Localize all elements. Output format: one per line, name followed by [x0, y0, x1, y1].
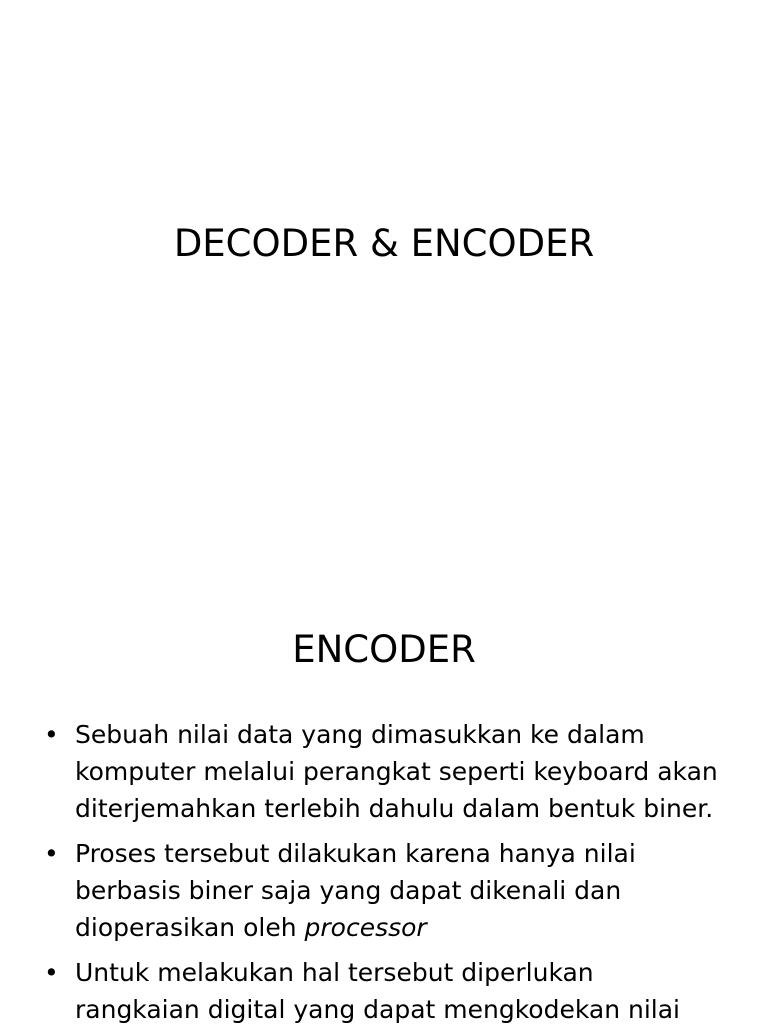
bullet-1-line-3: diterjemahkan terlebih dahulu dalam bentuk biner. [75, 794, 714, 823]
bullet-2-line-1: Proses tersebut dilakukan karena hanya nilai [75, 839, 636, 868]
bullet-dot-icon: • [44, 958, 59, 987]
bullet-2-line-3 [75, 909, 738, 946]
bullet-2-italic-term: processor [304, 913, 427, 942]
bullet-3-line-2: rangkaian digital yang dapat mengkodekan nilai [75, 995, 681, 1024]
bullet-dot-icon: • [44, 720, 59, 749]
bullet-list [0, 716, 768, 1024]
bullet-3-line-1: Untuk melakukan hal tersebut diperlukan [75, 958, 594, 987]
bullet-dot-icon: • [44, 839, 59, 868]
bullet-item-3 [0, 954, 768, 1024]
bullet-2-line-2: berbasis biner saja yang dapat dikenali dan [75, 876, 622, 905]
bullet-1-line-1: Sebuah nilai data yang dimasukkan ke dalam [75, 720, 645, 749]
bullet-item-2 [0, 835, 768, 946]
bullet-item-1 [0, 716, 768, 827]
slide-title-decoder-encoder: DECODER & ENCODER [173, 222, 595, 265]
slide-title-encoder: ENCODER [292, 628, 476, 671]
bullet-2-line-3-text: dioperasikan oleh [75, 913, 305, 942]
bullet-1-line-2: komputer melalui perangkat seperti keyboard akan [75, 757, 718, 786]
